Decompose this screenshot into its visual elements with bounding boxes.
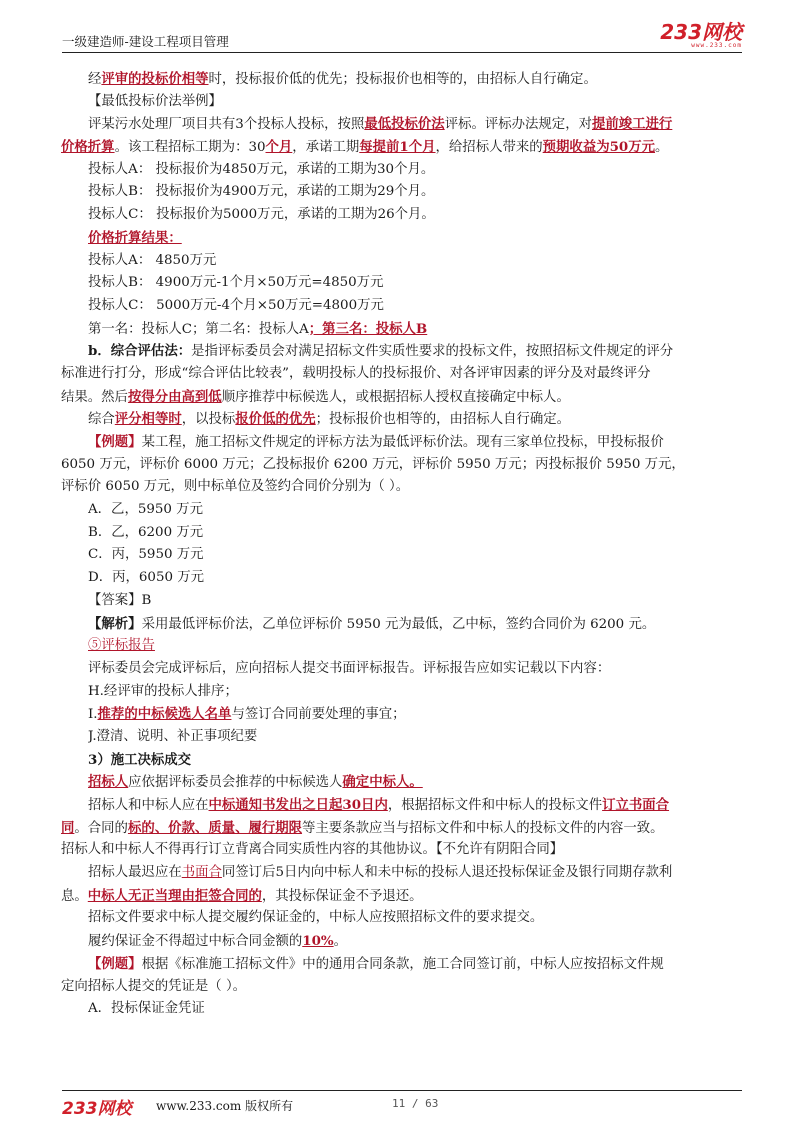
list-item: 投标人C： 投标报价为5000万元，承诺的工期为26个月。 [88, 207, 435, 223]
paragraph-line: 综合评分相等时，以投标报价低的优先；投标报价也相等的，由招标人自行确定。 [88, 411, 571, 428]
page-footer [62, 1094, 742, 1118]
brand-logo [660, 22, 742, 49]
answer-option: B．乙，6200 万元 [88, 524, 204, 540]
paragraph-line: 评标委员会完成评标后，应向招标人提交书面评标报告。评标报告应如实记载以下内容： [88, 660, 611, 676]
answer-option: A．乙，5950 万元 [88, 502, 203, 518]
list-item: J.澄清、说明、补正事项纪要 [88, 728, 258, 744]
paragraph-line: 定向招标人提交的凭证是（ ）。 [61, 978, 247, 994]
paragraph-line: 第一名：投标人C；第二名：投标人A；第三名：投标人B [88, 320, 428, 337]
list-item: 投标人B： 投标报价为4900万元，承诺的工期为29个月。 [88, 184, 435, 200]
list-item: 投标人C： 5000万元-4个月×50万元=4800万元 [88, 297, 384, 313]
paragraph-line: 招标文件要求中标人提交履约保证金的，中标人应按照招标文件的要求提交。 [88, 910, 544, 926]
header-title: 一级建造师-建设工程项目管理 [62, 34, 229, 49]
answer-option: A．投标保证金凭证 [88, 1001, 205, 1017]
paragraph-line: 评某污水处理厂项目共有3个投标人投标，按照最低投标价法评标。评标办法规定，对提前竣工进行 [88, 116, 673, 133]
section-heading: ⑤评标报告 [88, 638, 155, 654]
list-item: 投标人B： 4900万元-1个月×50万元=4850万元 [88, 275, 384, 291]
answer-option: D．丙，6050 万元 [88, 570, 205, 586]
paragraph-line: 招标人和中标人应在中标通知书发出之日起30日内，根据招标文件和中标人的投标文件订立书面合 [88, 797, 670, 813]
paragraph-line: 同。合同的标的、价款、质量、履行期限等主要条款应当与招标文件和中标人的投标文件的内容一致。 [61, 819, 664, 836]
section-heading: 【最低投标价法举例】 [88, 93, 222, 109]
paragraph-line: 6050 万元，评标价 6000 万元；乙投标报价 6200 万元，评标价 5950 万元；丙投标报价 5950 万元， [61, 456, 685, 472]
answer-option: C．丙，5950 万元 [88, 547, 204, 563]
paragraph-line: 招标人最迟应在书面合同签订后5日内向中标人和未中标的投标人退还投标保证金及银行同期存款利 [88, 865, 673, 881]
list-item: 投标人A： 4850万元 [88, 252, 217, 268]
paragraph-line: 【例题】某工程，施工招标文件规定的评标方法为最低评标价法。现有三家单位投标，甲投标报价 [88, 434, 664, 450]
paragraph-line: 招标人和中标人不得再行订立背离合同实质性内容的其他协议。【不允许有阴阳合同】 [61, 842, 564, 858]
paragraph-line: 经评审的投标价相等时，投标报价低的优先；投标报价也相等的，由招标人自行确定。 [88, 71, 597, 87]
paragraph-line: 标准进行打分，形成“综合评估比较表”，载明投标人的投标报价、对各评审因素的评分及对最终评分 [61, 365, 651, 381]
page-header [62, 22, 742, 52]
paragraph-line: 结果。然后按得分由高到低顺序推荐中标候选人，或根据招标人授权直接确定中标人。 [61, 388, 570, 405]
section-heading: 3）施工决标成交 [88, 751, 192, 768]
paragraph-line: 息。中标人无正当理由拒签合同的，其投标保证金不予退还。 [61, 887, 423, 904]
paragraph-line: 履约保证金不得超过中标合同金额的10%。 [88, 933, 347, 950]
document-body [61, 68, 722, 1021]
paragraph-line: 【例题】根据《标准施工招标文件》中的通用合同条款，施工合同签订前，中标人应按招标文件规 [88, 955, 664, 972]
page-number: 11 / 63 [392, 1097, 439, 1110]
paragraph-line: b．综合评估法：是指评标委员会对满足招标文件实质性要求的投标文件，按照招标文件规定的评分 [88, 343, 674, 360]
paragraph-line: 评标价 6050 万元，则中标单位及签约合同价分别为（ ）。 [61, 479, 410, 495]
paragraph-line: 招标人应依据评标委员会推荐的中标候选人确定中标人。 [88, 774, 423, 791]
footer-site-text: www.233.com 版权所有 [156, 1099, 294, 1113]
logo-text: 233网校 [660, 20, 742, 44]
list-item: H.经评审的投标人排序； [88, 683, 238, 699]
section-heading: 价格折算结果： [88, 229, 182, 246]
list-item: I.推荐的中标候选人名单与签订合同前要处理的事宜； [88, 706, 406, 723]
answer-line: 【答案】B [88, 592, 152, 608]
list-item: 投标人A： 投标报价为4850万元，承诺的工期为30个月。 [88, 161, 435, 177]
analysis-line: 【解析】采用最低评标价法，乙单位评标价 5950 元为最低，乙中标，签约合同价为 6200 元。 [88, 615, 656, 632]
header-divider [62, 52, 742, 53]
paragraph-line: 价格折算。该工程招标工期为：30个月，承诺工期每提前1个月，给招标人带来的预期收益为50万元。 [61, 139, 669, 156]
footer-divider [62, 1090, 742, 1091]
footer-logo: 233网校 [62, 1099, 132, 1119]
logo-subtext: www.233.com [691, 42, 742, 49]
